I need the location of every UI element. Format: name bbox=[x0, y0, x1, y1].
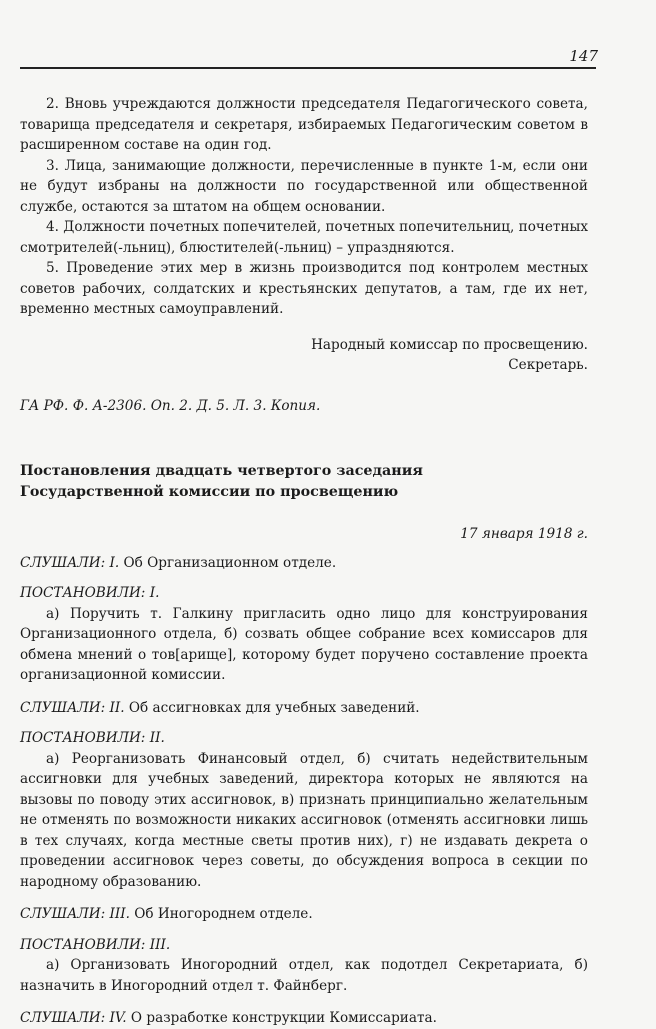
page-body bbox=[20, 94, 588, 1029]
heard-label: СЛУШАЛИ: I. bbox=[20, 554, 120, 571]
archive-reference: ГА РФ. Ф. А-2306. Оп. 2. Д. 5. Л. 3. Копия. bbox=[20, 397, 321, 414]
meeting-date: 17 января 1918 г. bbox=[460, 526, 588, 542]
heard-item-1 bbox=[20, 553, 588, 574]
section-title bbox=[20, 461, 588, 503]
page-number: 147 bbox=[569, 47, 598, 65]
decided-text-2: а) Реорганизовать Финансовый отдел, б) считать недействительным ассигновки для учебных заведений, директора которых не являются на вызовы по поводу этих ассигновок, в) признать принципиально желательным не отменять по возможности никаких ассигновок (отменять ассигновки лишь в тех случаях, когда местные светы против них), г) не издавать декрета о проведении ассигновок через советы, до обсуждения вопроса в секции по народному образованию. bbox=[20, 750, 588, 890]
decided-label: ПОСТАНОВИЛИ: III. bbox=[20, 936, 171, 953]
heard-label: СЛУШАЛИ: III. bbox=[20, 906, 130, 922]
decree-item-4: 4. Должности почетных попечителей, почетных попечительниц, почетных смотрителей(-льниц), блюстителей(-льниц) – упраздняются. bbox=[20, 219, 588, 256]
signature-secretary: Секретарь. bbox=[508, 357, 588, 373]
decree-item-2: 2. Вновь учреждаются должности председателя Педагогического совета, товарища председателя и секретаря, избираемых Педагогическим советом в расширенном составе на один год. bbox=[20, 96, 588, 153]
heard-label: СЛУШАЛИ: IV. bbox=[20, 1010, 127, 1026]
decided-text-3: а) Организовать Иногородний отдел, как подотдел Секретариата, б) назначить в Иногородний отдел т. Файнберг. bbox=[20, 957, 588, 994]
decided-text-1: а) Поручить т. Галкину пригласить одно лицо для конструирования Организационного отдела, б) созвать общее собрание всех комиссаров для обмена мнений о тов[арище], которому будет поручено составление проекта организационной комиссии. bbox=[20, 605, 588, 683]
heard-item-4 bbox=[20, 1008, 588, 1029]
signature-commissar: Народный комиссар по просвещению. bbox=[311, 336, 588, 353]
section-title-line-2: Государственной комиссии по просвещению bbox=[20, 484, 399, 500]
heard-label: СЛУШАЛИ: II. bbox=[20, 699, 125, 716]
decided-label-3 bbox=[20, 935, 588, 956]
decided-label-1 bbox=[20, 583, 588, 604]
decided-label-2 bbox=[20, 728, 588, 749]
heard-text: Об ассигновках для учебных заведений. bbox=[124, 699, 420, 716]
heard-item-3 bbox=[20, 904, 588, 925]
decree-item-5: 5. Проведение этих мер в жизнь производится под контролем местных советов рабочих, солдатских и крестьянских депутатов, а там, где их нет, временно местных самоуправлений. bbox=[20, 260, 588, 317]
section-title-line-1: Постановления двадцать четвертого заседания bbox=[20, 463, 423, 479]
decree-item-3: 3. Лица, занимающие должности, перечисленные в пункте 1-м, если они не будут избраны на должности по государственной или общественной службе, остаются за штатом на общем основании. bbox=[20, 157, 588, 215]
heard-item-2 bbox=[20, 698, 588, 719]
header-rule bbox=[20, 67, 596, 69]
heard-text: Об Иногороднем отделе. bbox=[129, 906, 313, 922]
decided-label: ПОСТАНОВИЛИ: I. bbox=[20, 585, 160, 601]
heard-text: О разработке конструкции Комиссариата. bbox=[126, 1010, 437, 1026]
heard-text: Об Организационном отделе. bbox=[119, 554, 337, 571]
decided-label: ПОСТАНОВИЛИ: II. bbox=[20, 730, 165, 746]
